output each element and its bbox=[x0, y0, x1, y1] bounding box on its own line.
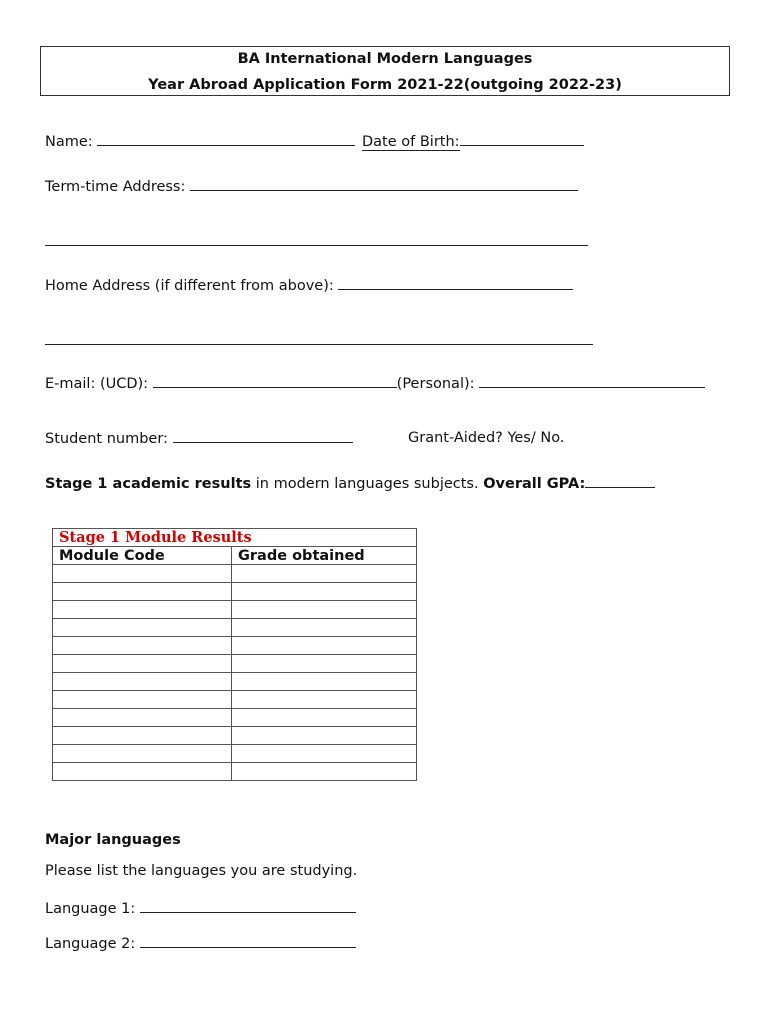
home-address-field[interactable] bbox=[338, 277, 573, 290]
module-code-cell[interactable] bbox=[53, 727, 232, 745]
language2-row bbox=[45, 935, 356, 952]
module-table-title: Stage 1 Module Results bbox=[53, 529, 417, 547]
module-code-cell[interactable] bbox=[53, 673, 232, 691]
module-code-cell[interactable] bbox=[53, 745, 232, 763]
module-code-cell[interactable] bbox=[53, 691, 232, 709]
term-address-field[interactable] bbox=[190, 178, 578, 191]
grade-cell[interactable] bbox=[232, 619, 417, 637]
table-row bbox=[53, 709, 417, 727]
language2-field[interactable] bbox=[140, 935, 356, 948]
dob-row bbox=[362, 133, 584, 150]
grade-cell[interactable] bbox=[232, 745, 417, 763]
module-code-cell[interactable] bbox=[53, 601, 232, 619]
language2-label: Language 2: bbox=[45, 936, 136, 952]
email-ucd-label: E-mail: (UCD): bbox=[45, 376, 149, 392]
grade-cell[interactable] bbox=[232, 691, 417, 709]
module-code-cell[interactable] bbox=[53, 583, 232, 601]
email-personal-field[interactable] bbox=[479, 375, 705, 388]
grade-cell[interactable] bbox=[232, 655, 417, 673]
module-code-cell[interactable] bbox=[53, 655, 232, 673]
email-row bbox=[45, 375, 705, 392]
dob-field[interactable] bbox=[460, 133, 584, 146]
language1-row bbox=[45, 900, 356, 917]
grade-cell[interactable] bbox=[232, 601, 417, 619]
name-row bbox=[45, 133, 355, 150]
student-number-label: Student number: bbox=[45, 431, 168, 447]
student-number-row bbox=[45, 430, 353, 447]
table-row bbox=[53, 727, 417, 745]
major-languages-heading: Major languages bbox=[45, 832, 181, 848]
form-title-box bbox=[40, 46, 730, 96]
grade-cell[interactable] bbox=[232, 565, 417, 583]
grade-obtained-header: Grade obtained bbox=[232, 547, 417, 565]
stage1-results-row bbox=[45, 475, 655, 492]
table-row bbox=[53, 583, 417, 601]
form-title-line1: BA International Modern Languages bbox=[237, 51, 533, 67]
module-code-cell[interactable] bbox=[53, 637, 232, 655]
grade-cell[interactable] bbox=[232, 709, 417, 727]
email-personal-label: (Personal): bbox=[396, 376, 475, 392]
term-address-label: Term-time Address: bbox=[45, 179, 186, 195]
table-row bbox=[53, 637, 417, 655]
module-code-header: Module Code bbox=[53, 547, 232, 565]
module-results-table bbox=[52, 528, 417, 781]
term-address-row bbox=[45, 178, 578, 195]
table-row bbox=[53, 619, 417, 637]
language1-label: Language 1: bbox=[45, 901, 136, 917]
grade-cell[interactable] bbox=[232, 673, 417, 691]
stage1-results-text: in modern languages subjects. bbox=[251, 476, 484, 492]
table-row bbox=[53, 763, 417, 781]
module-code-cell[interactable] bbox=[53, 619, 232, 637]
major-languages-instruction: Please list the languages you are studying. bbox=[45, 863, 358, 879]
stage1-results-bold: Stage 1 academic results bbox=[45, 476, 252, 492]
table-row bbox=[53, 655, 417, 673]
grade-cell[interactable] bbox=[232, 763, 417, 781]
student-number-field[interactable] bbox=[173, 430, 353, 443]
grade-cell[interactable] bbox=[232, 637, 417, 655]
module-code-cell[interactable] bbox=[53, 565, 232, 583]
module-code-cell[interactable] bbox=[53, 763, 232, 781]
language1-field[interactable] bbox=[140, 900, 356, 913]
table-row bbox=[53, 601, 417, 619]
grade-cell[interactable] bbox=[232, 583, 417, 601]
name-label: Name: bbox=[45, 134, 93, 150]
home-address-row bbox=[45, 277, 573, 294]
gpa-field[interactable] bbox=[585, 475, 655, 488]
table-row bbox=[53, 673, 417, 691]
grant-aided-text: Grant-Aided? Yes/ No. bbox=[408, 430, 565, 446]
name-field[interactable] bbox=[97, 133, 355, 146]
dob-label: Date of Birth: bbox=[362, 134, 460, 150]
table-row bbox=[53, 745, 417, 763]
form-title-line2: Year Abroad Application Form 2021-22(outgoing 2022-23) bbox=[148, 77, 622, 93]
module-code-cell[interactable] bbox=[53, 709, 232, 727]
gpa-label: Overall GPA: bbox=[483, 476, 586, 492]
table-row bbox=[53, 565, 417, 583]
grade-cell[interactable] bbox=[232, 727, 417, 745]
home-address-label: Home Address (if different from above): bbox=[45, 278, 334, 294]
email-ucd-field[interactable] bbox=[153, 375, 397, 388]
table-row bbox=[53, 691, 417, 709]
home-address-field-line2[interactable] bbox=[45, 344, 593, 345]
term-address-field-line2[interactable] bbox=[45, 245, 588, 246]
